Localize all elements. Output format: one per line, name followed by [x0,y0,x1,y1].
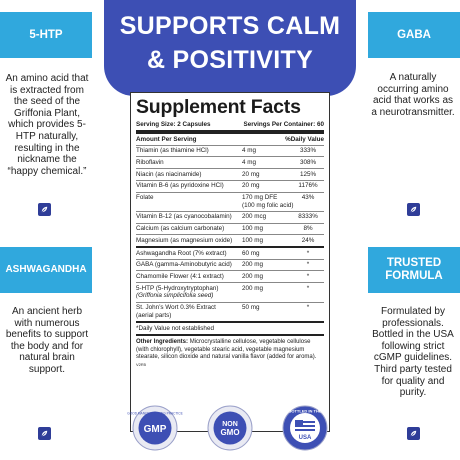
supplement-facts-title: Supplement Facts [136,96,301,118]
facts-row [136,282,324,301]
facts-row [136,248,324,259]
nutrient-dv: 308% [299,158,317,166]
nutrient-dv: 24% [301,236,315,244]
servings-per-container: Servings Per Container: 60 [243,120,324,128]
ingredient-name-line2: (Griffonia simplicifolia seed) [136,292,214,300]
flag-icon [295,420,315,431]
ingredient-dv: * [306,249,310,257]
card-trusted-title-line1: TRUSTED [386,257,442,270]
nutrient-amount: 100 mg [242,225,264,233]
leaf-icon [407,427,420,440]
card-ashwagandha-text: An ancient herb with numerous benefits to support the body and for natural brain support. [5,306,89,375]
facts-row [136,192,324,211]
nutrient-amount-line2: (100 mg folic acid) [242,201,294,209]
ingredient-name [136,304,242,319]
facts-row [136,223,324,235]
card-5htp-text: An amino acid that is extracted from the seed of the Griffonia Plant, which provides 5-HTP naturally, resulting in the nickname the “happy chemical.” [5,73,89,177]
ingredient-amount: 200 mg [242,284,264,292]
other-ingredients-label: Other Ingredients: [136,339,189,346]
non-gmo-badge-gmo: GMO [220,428,240,437]
hero-title-line2: & POSITIVITY [146,46,314,74]
ingredient-name [136,285,242,300]
ingredient-dv: * [306,261,310,269]
non-gmo-badge-non: NON [222,421,238,428]
ingredient-name: Ashwagandha Root (7% extract) [136,249,227,257]
gmp-badge-top: GOOD MANUFACTURING PRACTICE [127,411,183,416]
card-gaba-text: A naturally occurring amino acid that works as a neurotransmitter. [371,72,455,118]
nutrient-amount: 20 mg [242,170,260,178]
nutrient-name: Thiamin (as thiamine HCl) [136,147,209,155]
label-code: V2R5 [136,361,147,367]
leaf-icon [407,203,420,216]
facts-row [136,145,324,157]
facts-row [136,156,324,168]
facts-row [136,259,324,271]
other-ingredients [136,336,324,361]
nutrient-name: Magnesium (as magnesium oxide) [136,236,233,244]
ingredient-name: GABA (gamma-Aminobutyric acid) [136,261,232,269]
ingredient-name-line1: 5-HTP (5-Hydroxytryptophan) [136,284,219,292]
col-dv-label: %Daily Value [285,136,324,144]
non-gmo-badge [207,404,253,452]
col-amount-label: Amount Per Serving [136,136,197,144]
facts-column-header [136,134,324,145]
ingredient-dv: * [306,284,310,292]
ingredient-dv: * [306,273,310,281]
gmp-badge [127,404,183,452]
ingredient-amount: 60 mg [242,249,260,257]
nutrient-amount: 4 mg [242,158,256,166]
nutrient-name: Calcium (as calcium carbonate) [136,225,225,233]
ingredient-dv: * [306,304,310,312]
facts-row [136,211,324,223]
card-trusted-text: Formulated by professionals. Bottled in the USA following strict cGMP guidelines. Third party tested for quality and purity. [372,306,454,399]
ingredient-name-line1: St. John’s Wort 0.3% Extract [136,304,216,312]
nutrient-name: Riboflavin [136,158,164,166]
nutrient-name: Vitamin B-12 (as cyanocobalamin) [136,213,232,221]
serving-size: Serving Size: 2 Capsules [136,120,211,128]
card-trusted-header [368,247,460,293]
leaf-icon [38,427,51,440]
certification-badges [127,404,328,454]
card-ashwagandha-header: ASHWAGANDHA [0,247,92,293]
nutrient-dv: 1176% [298,182,318,190]
other-ingredients-text: Microcrystalline cellulose, vegetable cellulose (with chlorophyll), vegetable stearic acid, vegetable magnesium stearate, silicon dioxide and natural vanilla flavor (added for aroma). [136,339,317,360]
nutrient-amount-line1: 170 mg DFE [242,194,278,202]
nutrient-dv: 43% [301,194,315,202]
nutrient-amount: 4 mg [242,147,256,155]
nutrient-amount: 100 mg [242,236,264,244]
ingredient-name-line2: (aerial parts) [136,311,172,319]
usa-badge-top: BOTTLED IN THE [288,408,322,414]
leaf-icon [38,203,51,216]
nutrient-amount [242,194,292,209]
card-5htp-header: 5-HTP [0,12,92,58]
ingredient-amount: 200 mg [242,273,264,281]
nutrient-amount: 200 mcg [242,213,267,221]
facts-row [136,302,324,321]
usa-badge-label: USA [298,435,312,441]
facts-row [136,270,324,282]
ingredient-amount: 200 mg [242,261,264,269]
nutrient-dv: 8333% [298,213,318,221]
nutrient-name: Vitamin B-6 (as pyridoxine HCl) [136,182,224,190]
card-gaba-header: GABA [368,12,460,58]
serving-info [136,121,324,129]
supplement-facts-panel [130,92,330,432]
facts-row [136,168,324,180]
nutrient-dv: 125% [299,170,317,178]
daily-value-footnote: *Daily Value not established [136,324,214,332]
ingredient-name: Chamomile Flower (4:1 extract) [136,273,224,281]
hero-banner [104,0,356,96]
ingredient-amount: 50 mg [242,304,260,312]
facts-row [136,180,324,192]
facts-row [136,234,324,246]
nutrient-name: Niacin (as niacinamide) [136,170,202,178]
nutrient-amount: 20 mg [242,182,260,190]
nutrient-name: Folate [136,194,154,202]
usa-badge [282,404,328,452]
hero-title-line1: SUPPORTS CALM [119,12,341,40]
nutrient-dv: 8% [303,225,313,233]
gmp-badge-label: GMP [143,424,167,435]
card-trusted-title-line2: FORMULA [385,270,443,282]
nutrient-dv: 333% [299,147,317,155]
